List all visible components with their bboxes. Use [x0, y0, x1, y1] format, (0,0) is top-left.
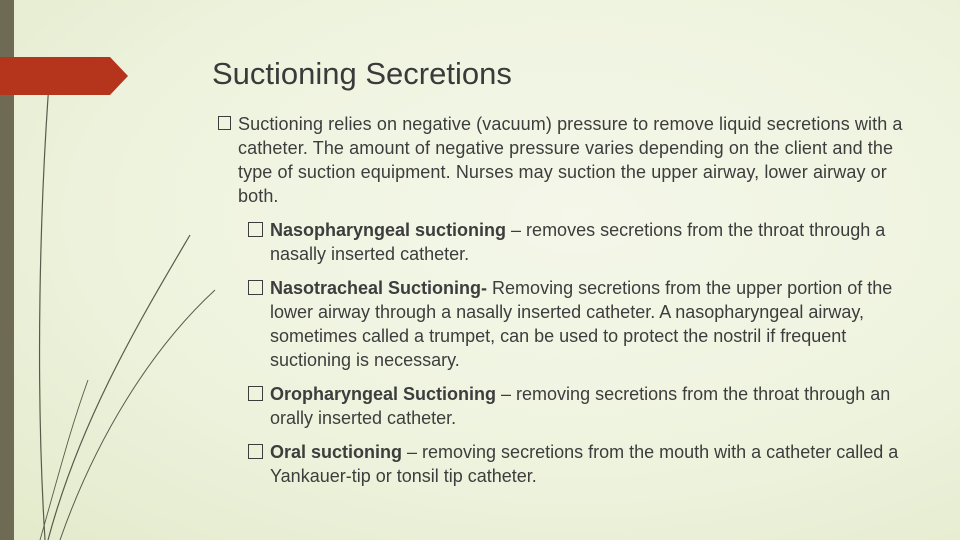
sub-bullet-nasopharyngeal	[248, 218, 908, 266]
sub-bullet-term: Nasotracheal Suctioning-	[270, 278, 488, 298]
main-bullet-text: Suctioning relies on negative (vacuum) pressure to remove liquid secretions with a catheter. The amount of negative pressure varies depending on the client and the type of suction equipment. Nurses may suction the upper airway, lower airway or both.	[238, 114, 903, 206]
sub-bullet-text: – removes secretions from the throat through a nasally inserted catheter.	[270, 220, 886, 264]
checkbox-icon	[248, 280, 263, 295]
checkbox-icon	[248, 386, 263, 401]
sub-bullet-text: Removing secretions from the upper portion of the lower airway through a nasally inserted catheter. A nasopharyngeal airway, sometimes called a trumpet, can be used to protect the nostril if frequent suctioning is necessary.	[270, 278, 893, 370]
sub-bullet-term: Nasopharyngeal suctioning	[270, 220, 507, 240]
slide-content	[218, 112, 908, 498]
sub-bullet-term: Oral suctioning	[270, 442, 403, 462]
sub-bullet-text: – removing secretions from the throat through an orally inserted catheter.	[270, 384, 891, 428]
sub-bullet-text: – removing secretions from the mouth with a catheter called a Yankauer-tip or tonsil tip catheter.	[270, 442, 899, 486]
checkbox-icon	[218, 116, 231, 130]
sub-bullet-oral	[248, 440, 908, 488]
sub-bullet-term: Oropharyngeal Suctioning	[270, 384, 497, 404]
accent-arrow-tab	[0, 57, 128, 95]
sub-bullet-nasotracheal	[248, 276, 908, 372]
checkbox-icon	[248, 444, 263, 459]
main-bullet	[218, 112, 908, 208]
slide-title: Suctioning Secretions	[212, 56, 512, 91]
sub-bullet-oropharyngeal	[248, 382, 908, 430]
checkbox-icon	[248, 222, 263, 237]
